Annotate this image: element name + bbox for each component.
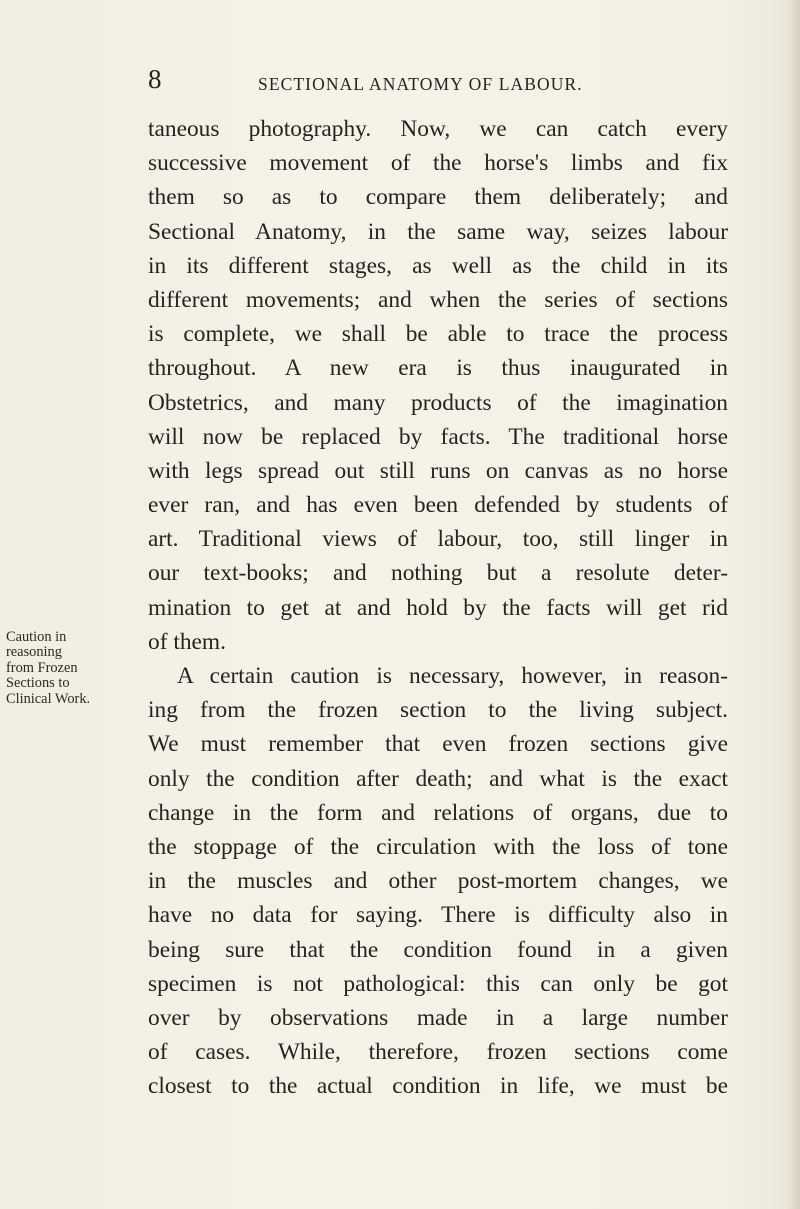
text-line: the stoppage of the circulation with the loss of tone [148, 833, 728, 860]
running-head-title: SECTIONAL ANATOMY OF LABOUR. [258, 74, 583, 94]
marginal-note-line: Sections to [6, 675, 70, 692]
text-line: A certain caution is necessary, however, in reason- [177, 663, 728, 689]
text-line: our text-books; and nothing but a resolute deter- [148, 560, 728, 587]
text-line: change in the form and relations of organs, due to [148, 799, 728, 826]
text-line: art. Traditional views of labour, too, still linger in [148, 526, 728, 553]
page-number: 8 [148, 64, 162, 94]
text-line: Obstetrics, and many products of the imagination [148, 389, 728, 416]
text-line: different movements; and when the series of sections [148, 286, 728, 313]
text-line: of cases. While, therefore, frozen sections come [148, 1039, 728, 1066]
text-line: throughout. A new era is thus inaugurated in [148, 355, 728, 382]
marginal-note-line: reasoning [6, 644, 62, 661]
text-line: with legs spread out still runs on canvas as no horse [148, 457, 728, 484]
running-head [0, 64, 800, 100]
text-line: is complete, we shall be able to trace the process [148, 321, 728, 348]
text-line: ever ran, and has even been defended by students of [148, 492, 728, 519]
text-line: in the muscles and other post-mortem changes, we [148, 868, 728, 895]
text-line: over by observations made in a large number [148, 1004, 728, 1031]
marginal-note-line: Clinical Work. [6, 690, 91, 707]
body-text [148, 112, 728, 1103]
text-line: have no data for saying. There is difficulty also in [148, 902, 728, 929]
marginal-note [6, 630, 146, 707]
text-line: closest to the actual condition in life, we must be [148, 1073, 728, 1100]
text-line: will now be replaced by facts. The traditional horse [148, 423, 728, 450]
text-line: them so as to compare them deliberately; and [148, 184, 728, 211]
marginal-note-line: Caution in [6, 629, 67, 645]
marginal-note-line: from Frozen [6, 659, 78, 676]
text-line: of them. [148, 628, 226, 655]
text-line: Sectional Anatomy, in the same way, seizes labour [148, 218, 728, 245]
text-line: We must remember that even frozen sections give [148, 731, 728, 758]
page-edge-shadow [786, 0, 800, 1209]
text-line: in its different stages, as well as the child in its [148, 252, 728, 279]
text-line: only the condition after death; and what is the exact [148, 765, 728, 792]
text-line: ing from the frozen section to the living subject. [148, 697, 728, 724]
text-line: successive movement of the horse's limbs and fix [148, 150, 728, 177]
text-line: mination to get at and hold by the facts will get rid [148, 594, 728, 621]
text-line: taneous photography. Now, we can catch every [148, 116, 728, 142]
text-line: being sure that the condition found in a given [148, 936, 728, 963]
text-line: specimen is not pathological: this can only be got [148, 970, 728, 997]
